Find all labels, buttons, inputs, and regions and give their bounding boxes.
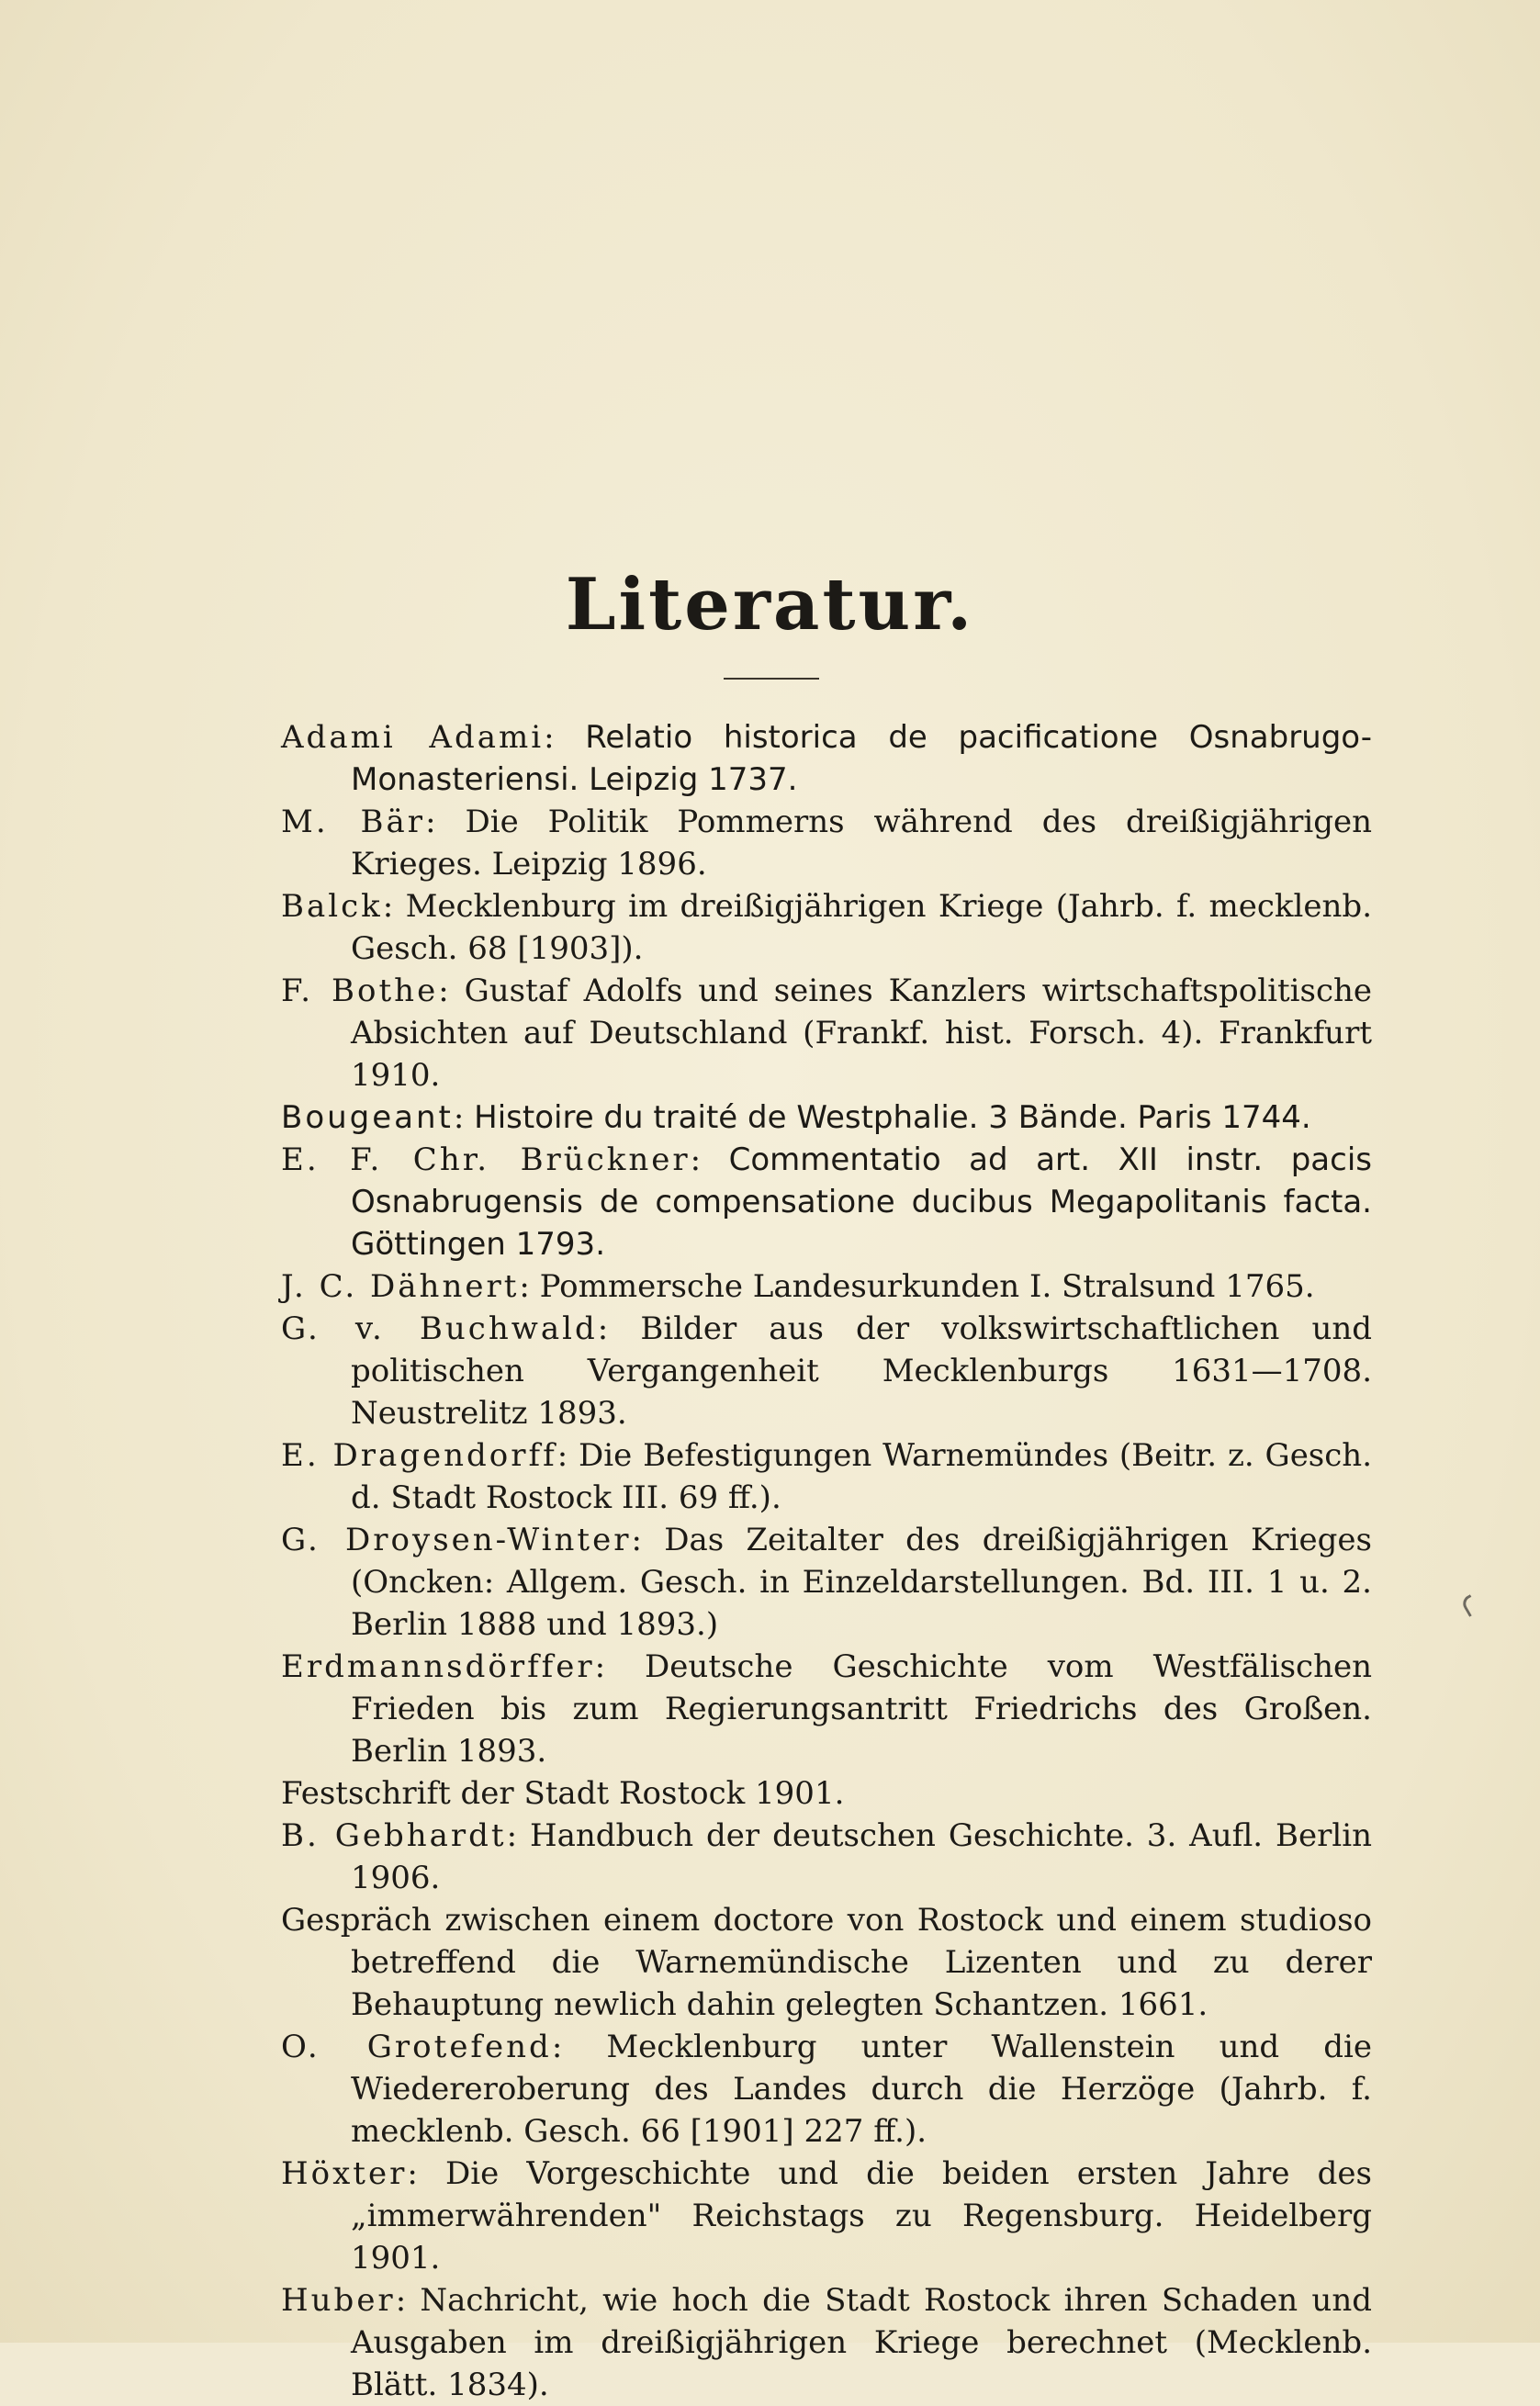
entry-text: Festschrift der Stadt Rostock 1901.	[281, 1775, 845, 1812]
bibliography-entry: Balck: Mecklenburg im dreißigjährigen Kriege (Jahrb. f. mecklenb. Gesch. 68 [1903]).	[281, 888, 1373, 967]
entry-text: Handbuch der deutschen Geschichte. 3. Aufl. Berlin 1906.	[351, 1817, 1372, 1896]
entry-text: Bilder aus der volkswirtschaftlichen und politischen Vergangenheit Mecklenburgs 1631—1708. Neustrelitz 1893.	[351, 1310, 1373, 1432]
bibliography-entry: G. Droysen-Winter: Das Zeitalter des dreißigjährigen Krieges (Oncken: Allgem. Gesch. in Einzeldarstellungen. Bd. III. 1 u. 2. Berlin 1888 und 1893.)	[281, 1522, 1372, 1643]
entry-text: Gespräch zwischen einem doctore von Rostock und einem studioso betreffend die Warnemündische Lizenten und zu derer Behauptung newlich dahin gelegten Schantzen. 1661.	[281, 1902, 1372, 2023]
entry-text: Die Befestigungen Warnemündes (Beitr. z. Gesch. d. Stadt Rostock III. 69 ff.).	[351, 1437, 1373, 1516]
entry-author: E. Dragendorff	[281, 1437, 557, 1474]
entry-text: Die Politik Pommerns während des dreißigjährigen Krieges. Leipzig 1896.	[351, 804, 1372, 883]
page-title: Literatur.	[565, 563, 975, 646]
entry-author: J. C. Dähnert	[281, 1268, 520, 1305]
entry-author: Höxter	[281, 2155, 408, 2192]
entry-author: B. Gebhardt	[281, 1817, 507, 1854]
margin-mark	[1460, 1594, 1480, 1617]
entry-author: Balck	[281, 888, 383, 925]
entry-author: O. Grotefend	[281, 2029, 552, 2065]
entry-author: G. Droysen-Winter	[281, 1522, 632, 1558]
bibliography-entry: Erdmannsdörffer: Deutsche Geschichte vom Westfälischen Frieden bis zum Regierungsantritt Friedrichs des Großen. Berlin 1893.	[281, 1648, 1372, 1770]
entry-text: Das Zeitalter des dreißigjährigen Krieges (Oncken: Allgem. Gesch. in Einzeldarstellungen. Bd. III. 1 u. 2. Berlin 1888 und 1893.)	[351, 1522, 1372, 1643]
entry-text: Nachricht, wie hoch die Stadt Rostock ihren Schaden und Ausgaben im dreißigjährigen Kriege berechnet (Mecklenb. Blätt. 1834).	[351, 2282, 1372, 2403]
bibliography-entry: M. Bär: Die Politik Pommerns während des dreißigjährigen Krieges. Leipzig 1896.	[281, 804, 1372, 883]
bibliography-entry	[281, 1899, 1372, 2026]
entry-author: Bougeant	[281, 1099, 454, 1136]
bibliography-entry: E. F. Chr. Brückner: Commentatio ad art. XII instr. pacis Osnabrugensis de compensatione ducibus Megapolitanis facta. Göttingen 1793.	[281, 1141, 1372, 1263]
entry-author: Adami Adami	[281, 719, 545, 756]
bibliography-entry: B. Gebhardt: Handbuch der deutschen Geschichte. 3. Aufl. Berlin 1906.	[281, 1817, 1372, 1896]
bibliography-entry: G. v. Buchwald: Bilder aus der volkswirtschaftlichen und politischen Vergangenheit Mecklenburgs 1631—1708. Neustrelitz 1893.	[281, 1310, 1373, 1432]
entry-text: Deutsche Geschichte vom Westfälischen Frieden bis zum Regierungsantritt Friedrichs des Großen. Berlin 1893.	[351, 1648, 1372, 1770]
bibliography-list	[281, 716, 1372, 2406]
entry-text: Die Vorgeschichte und die beiden ersten Jahre des „immerwährenden" Reichstags zu Regensburg. Heidelberg 1901.	[351, 2155, 1372, 2277]
entry-text: Gustaf Adolfs und seines Kanzlers wirtschaftspolitische Absichten auf Deutschland (Frankf. hist. Forsch. 4). Frankfurt 1910.	[351, 973, 1373, 1094]
entry-author: Erdmannsdörffer	[281, 1648, 595, 1685]
entry-text: Relatio historica de pacificatione Osnabrugo-Monasteriensi. Leipzig 1737.	[351, 719, 1373, 798]
bibliography-entry	[281, 1772, 1372, 1815]
bibliography-entry: O. Grotefend: Mecklenburg unter Wallenstein und die Wiedereroberung des Landes durch die Herzöge (Jahrb. f. mecklenb. Gesch. 66 [1901] 227 ff.).	[281, 2029, 1373, 2150]
entry-text: Histoire du traité de Westphalie. 3 Bände. Paris 1744.	[474, 1099, 1311, 1136]
entry-text: Mecklenburg im dreißigjährigen Kriege (Jahrb. f. mecklenb. Gesch. 68 [1903]).	[351, 888, 1373, 967]
entry-text: Commentatio ad art. XII instr. pacis Osnabrugensis de compensatione ducibus Megapolitanis facta. Göttingen 1793.	[351, 1141, 1372, 1263]
bibliography-entry: Adami Adami: Relatio historica de pacificatione Osnabrugo-Monasteriensi. Leipzig 1737.	[281, 719, 1373, 798]
entry-author: M. Bär	[281, 804, 426, 840]
title-rule	[724, 678, 819, 680]
entry-author: G. v. Buchwald	[281, 1310, 598, 1347]
bibliography-entry: Höxter: Die Vorgeschichte und die beiden ersten Jahre des „immerwährenden" Reichstags zu Regensburg. Heidelberg 1901.	[281, 2155, 1372, 2277]
bibliography-entry: E. Dragendorff: Die Befestigungen Warnemündes (Beitr. z. Gesch. d. Stadt Rostock III. 69 ff.).	[281, 1437, 1373, 1516]
bibliography-entry: J. C. Dähnert: Pommersche Landesurkunden I. Stralsund 1765.	[281, 1268, 1315, 1305]
entry-text: Mecklenburg unter Wallenstein und die Wiedereroberung des Landes durch die Herzöge (Jahrb. f. mecklenb. Gesch. 66 [1901] 227 ff.).	[351, 2029, 1373, 2150]
entry-author: E. F. Chr. Brückner	[281, 1141, 691, 1178]
bibliography-entry: F. Bothe: Gustaf Adolfs und seines Kanzlers wirtschaftspolitische Absichten auf Deutschland (Frankf. hist. Forsch. 4). Frankfurt 1910.	[281, 973, 1373, 1094]
bibliography-entry: Bougeant: Histoire du traité de Westphalie. 3 Bände. Paris 1744.	[281, 1099, 1311, 1136]
entry-author: Huber	[281, 2282, 396, 2319]
entry-text: Pommersche Landesurkunden I. Stralsund 1765.	[539, 1268, 1315, 1305]
entry-author: F. Bothe	[281, 973, 439, 1009]
bibliography-entry: Huber: Nachricht, wie hoch die Stadt Rostock ihren Schaden und Ausgaben im dreißigjährigen Kriege berechnet (Mecklenb. Blätt. 1834).	[281, 2282, 1372, 2403]
